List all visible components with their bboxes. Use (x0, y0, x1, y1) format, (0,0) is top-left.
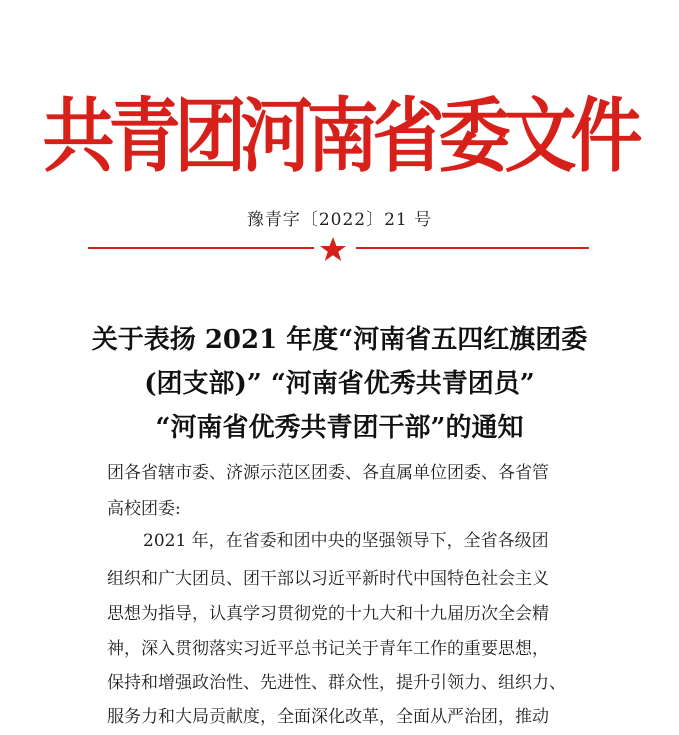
notice-title-line-2: (团支部)” “河南省优秀共青团员” (144, 369, 535, 399)
notice-title-line-3: “河南省优秀共青团干部”的通知 (155, 413, 524, 443)
red-divider-left (88, 247, 314, 249)
notice-title-line-1: 关于表扬 2021 年度“河南省五四红旗团委 (91, 325, 588, 355)
document-masthead: 共青团河南省委文件 (42, 88, 637, 183)
document-number: 豫青字〔2022〕21 号 (246, 210, 433, 230)
star-icon (318, 236, 348, 262)
body-paragraph-line: 神，深入贯彻落实习近平总书记关于青年工作的重要思想， (107, 639, 549, 659)
body-paragraph-line: 组织和广大团员、团干部以习近平新时代中国特色社会主义 (107, 569, 549, 589)
body-paragraph-line: 保持和增强政治性、先进性、群众性，提升引领力、组织力、 (107, 673, 566, 693)
body-paragraph-line: 2021 年，在省委和团中央的坚强领导下，全省各级团 (143, 531, 549, 551)
red-divider-right (356, 247, 589, 249)
recipients-line-2: 高校团委: (107, 499, 181, 519)
recipients-line-1: 团各省辖市委、济源示范区团委、各直属单位团委、各省管 (107, 463, 549, 483)
body-paragraph-line: 服务力和大局贡献度，全面深化改革，全面从严治团，推动 (107, 707, 549, 727)
body-paragraph-line: 思想为指导，认真学习贯彻党的十九大和十九届历次全会精 (107, 604, 549, 624)
